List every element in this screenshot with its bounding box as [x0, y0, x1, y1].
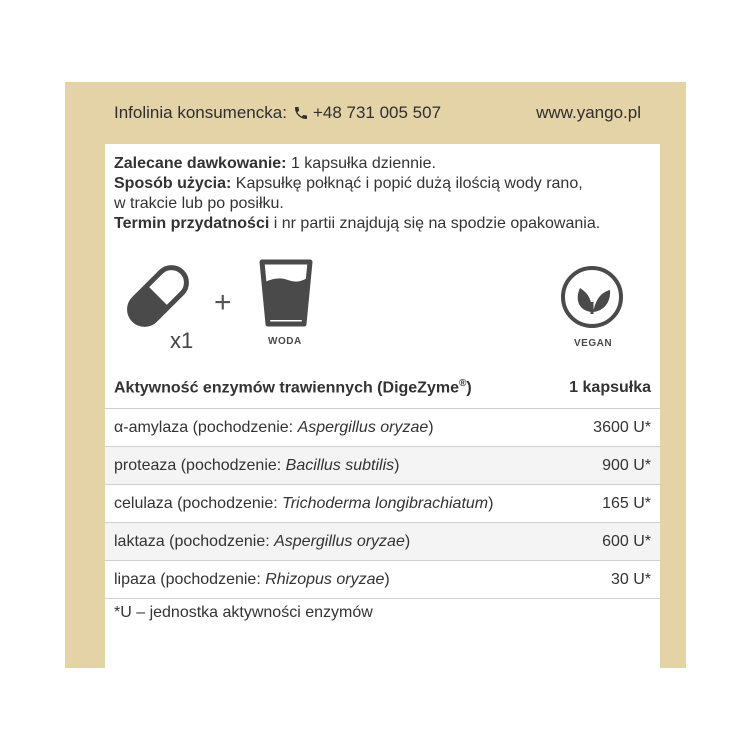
website-link[interactable]: www.yango.pl [536, 103, 641, 122]
footnote: *U – jednostka aktywności enzymów [114, 604, 373, 621]
water-glass-icon [258, 258, 314, 328]
usage-method-cont: w trakcie lub po posiłku. [114, 195, 284, 212]
vegan-label: VEGAN [574, 338, 613, 349]
capsule-count: x1 [170, 328, 194, 353]
enzyme-table [105, 368, 660, 599]
phone-number[interactable]: +48 731 005 507 [312, 103, 442, 122]
header-name: Aktywność enzymów trawiennych (DigeZyme®) [105, 368, 532, 409]
dosage-info [114, 154, 654, 234]
row-value: 3600 U* [532, 409, 660, 447]
contact-bar [65, 82, 686, 144]
phone-icon [293, 105, 309, 121]
row-value: 900 U* [532, 447, 660, 485]
expiry-info: Termin przydatności i nr partii znajdują się na spodzie opakowania. [114, 215, 601, 232]
table-header [105, 368, 660, 409]
plus-sign: + [214, 286, 232, 319]
info-panel [105, 144, 660, 668]
table-row: celulaza (pochodzenie: Trichoderma longibrachiatum) 165 U* [105, 485, 660, 523]
hotline-label: Infolinia konsumencka: [114, 103, 287, 122]
capsule-icon [118, 260, 198, 332]
water-label: WODA [268, 336, 302, 347]
row-value: 30 U* [532, 561, 660, 599]
table-row: α-amylaza (pochodzenie: Aspergillus oryzae) 3600 U* [105, 409, 660, 447]
table-row: proteaza (pochodzenie: Bacillus subtilis) 900 U* [105, 447, 660, 485]
usage-method: Sposób użycia: Kapsułkę połknąć i popić dużą ilością wody rano, [114, 175, 583, 192]
header-value: 1 kapsułka [532, 368, 660, 409]
usage-icons [105, 258, 660, 353]
vegan-leaf-icon [558, 264, 626, 330]
label-frame [65, 82, 686, 668]
recommended-dosage: Zalecane dawkowanie: 1 kapsułka dziennie. [114, 155, 436, 172]
table-row: laktaza (pochodzenie: Aspergillus oryzae) 600 U* [105, 523, 660, 561]
table-row: lipaza (pochodzenie: Rhizopus oryzae) 30 U* [105, 561, 660, 599]
row-value: 600 U* [532, 523, 660, 561]
row-value: 165 U* [532, 485, 660, 523]
hotline [114, 103, 441, 123]
